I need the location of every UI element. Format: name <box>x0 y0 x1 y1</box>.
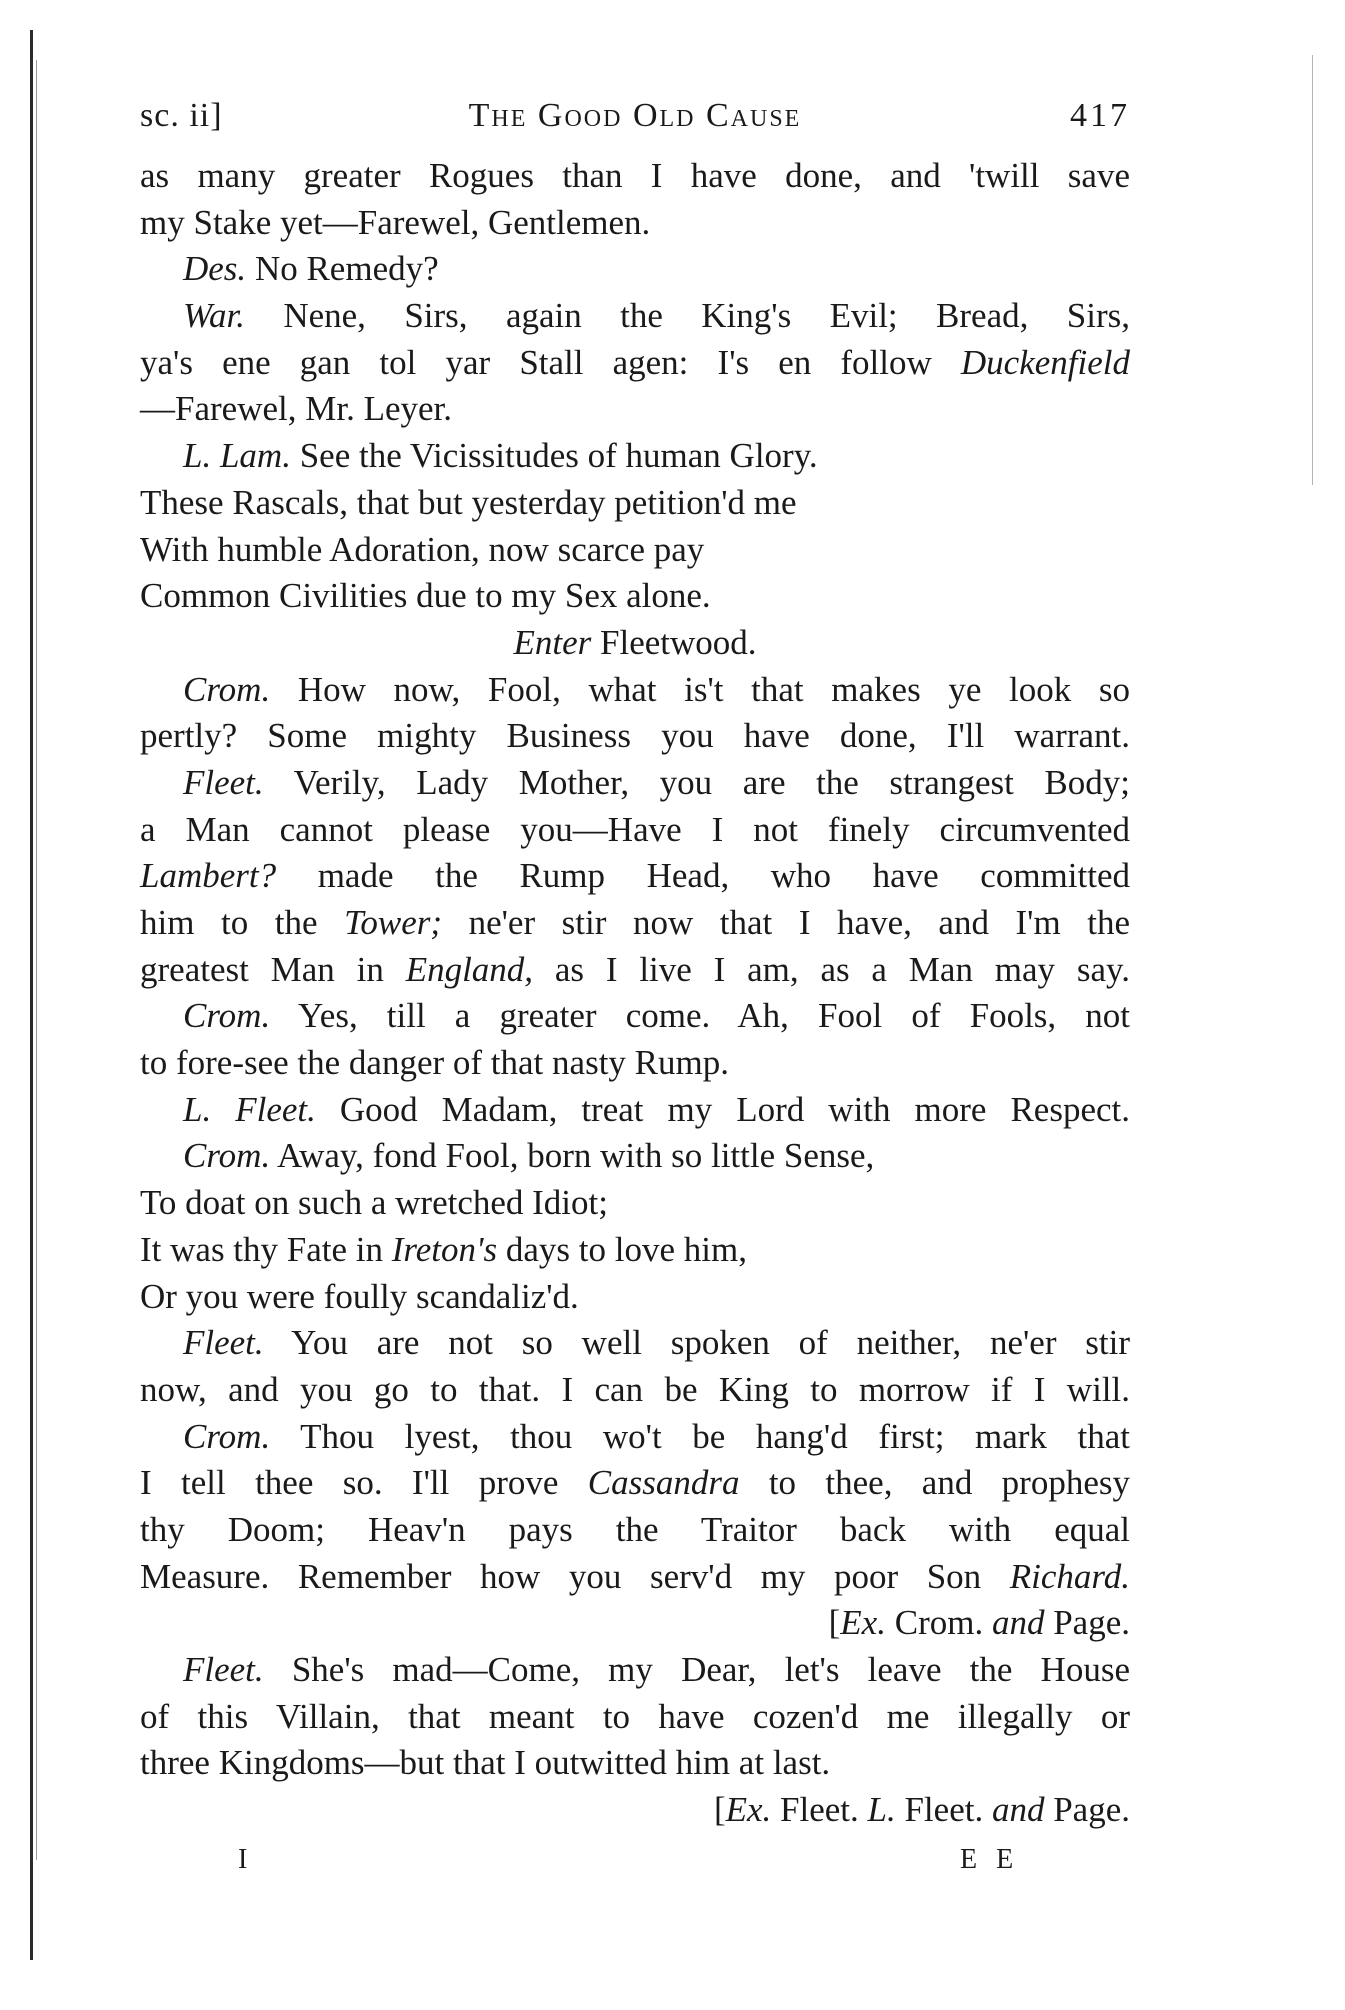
text-line <box>140 433 1130 480</box>
text-line <box>140 340 1130 387</box>
italic-text: Ex. <box>725 1790 772 1830</box>
line-text: Away, fond Fool, born with so little Sense, <box>270 1136 875 1176</box>
line-text: Yes, till a greater come. Ah, Fool of Fools, not <box>270 996 1130 1036</box>
line-text: Nene, Sirs, again the King's Evil; Bread, Sirs, <box>244 296 1130 336</box>
line-text: three Kingdoms—but that I outwitted him at last. <box>140 1743 831 1783</box>
line-text: pertly? Some mighty Business you have done, I'll warrant. <box>140 716 1130 756</box>
page-number: 417 <box>1070 97 1130 134</box>
text-line <box>140 293 1130 340</box>
line-text: Fleetwood. <box>591 622 757 662</box>
text-line <box>140 200 1130 247</box>
italic-text: Crom. <box>183 996 271 1036</box>
text-line <box>140 1787 1130 1834</box>
line-text: thy Doom; Heav'n pays the Traitor back with equal <box>140 1509 1130 1549</box>
line-text: Crom. <box>885 1603 992 1643</box>
line-text: to thee, and prophesy <box>739 1463 1130 1503</box>
line-text: made the Rump Head, who have committed <box>276 856 1130 896</box>
line-text: as I live I am, as a Man may say. <box>533 949 1130 989</box>
left-margin-rule <box>30 30 33 1960</box>
text-line <box>140 713 1130 760</box>
line-text: days to love him, <box>497 1229 747 1269</box>
text-line <box>140 1274 1130 1321</box>
line-text: Good Madam, treat my Lord with more Respect. <box>315 1089 1130 1129</box>
text-line <box>140 480 1130 527</box>
text-line <box>140 573 1130 620</box>
line-text: of this Villain, that meant to have cozen'd me illegally or <box>140 1696 1130 1736</box>
line-text: Page. <box>1044 1790 1130 1830</box>
line-text: Common Civilities due to my Sex alone. <box>140 576 711 616</box>
body-text <box>140 153 1130 1834</box>
italic-text: Richard. <box>1009 1556 1130 1596</box>
line-text: greatest Man in <box>140 949 406 989</box>
italic-text: Lambert? <box>140 856 277 896</box>
text-line <box>140 1414 1130 1461</box>
line-text: ya's ene gan tol yar Stall agen: I's en follow <box>140 342 961 382</box>
page-footer <box>140 1838 1130 1884</box>
line-text: To doat on such a wretched Idiot; <box>140 1183 608 1223</box>
text-line <box>140 853 1130 900</box>
line-text: How now, Fool, what is't that makes ye look so <box>270 669 1130 709</box>
text-line <box>140 667 1130 714</box>
line-text: a Man cannot please you—Have I not finely circumvented <box>140 809 1130 849</box>
line-text: him to the <box>140 903 345 942</box>
line-text: now, and you go to that. I can be King to morrow if I will. <box>140 1369 1130 1409</box>
italic-text: Fleet. <box>183 1323 264 1363</box>
line-text: Fleet. <box>771 1790 868 1830</box>
line-text: Measure. Remember how you serv'd my poor Son <box>140 1556 1010 1596</box>
text-line <box>140 1554 1130 1601</box>
line-text: Fleet. <box>895 1790 992 1830</box>
text-line <box>140 386 1130 433</box>
line-text: as many greater Rogues than I have done, and 'twill save <box>140 156 1130 195</box>
italic-text: and <box>991 1603 1045 1643</box>
text-line <box>140 993 1130 1040</box>
line-text: See the Vicissitudes of human Glory. <box>290 436 818 476</box>
text-line <box>140 153 1130 200</box>
italic-text: and <box>991 1790 1045 1830</box>
running-title: The Good Old Cause <box>468 97 802 134</box>
right-margin-rule <box>1312 55 1313 485</box>
text-line <box>140 620 1130 667</box>
text-line <box>140 246 1130 293</box>
line-text: to fore-see the danger of that nasty Rump. <box>140 1043 729 1083</box>
italic-text: L. <box>867 1790 896 1830</box>
line-text: [ <box>713 1790 726 1830</box>
line-text: These Rascals, that but yesterday petition'd me <box>140 482 797 522</box>
text-line <box>140 527 1130 574</box>
book-page <box>140 95 1130 1884</box>
text-line <box>140 1600 1130 1647</box>
italic-text: Crom. <box>183 669 271 709</box>
italic-text: Ireton's <box>391 1229 498 1269</box>
text-line <box>140 1460 1130 1507</box>
line-text: I tell thee so. I'll prove <box>140 1463 588 1503</box>
line-text: —Farewel, Mr. Leyer. <box>140 389 452 429</box>
text-line <box>140 1320 1130 1367</box>
line-text: She's mad—Come, my Dear, let's leave the House <box>263 1650 1130 1689</box>
italic-text: L. Fleet. <box>183 1089 316 1129</box>
text-line <box>140 900 1130 947</box>
italic-text: England, <box>405 949 534 989</box>
left-margin-rule-inner <box>36 60 37 1860</box>
text-line <box>140 1740 1130 1787</box>
text-line <box>140 1367 1130 1414</box>
line-text: my Stake yet—Farewel, Gentlemen. <box>140 202 651 242</box>
text-line <box>140 947 1130 994</box>
gathering-mark: E E <box>960 1843 1020 1875</box>
italic-text: Fleet. <box>183 762 264 802</box>
text-line <box>140 1180 1130 1227</box>
line-text: With humble Adoration, now scarce pay <box>140 529 705 569</box>
scene-marker: sc. ii] <box>140 97 223 134</box>
italic-text: War. <box>183 296 245 336</box>
text-line <box>140 1647 1130 1694</box>
line-text: No Remedy? <box>246 249 439 289</box>
signature-mark: I <box>238 1843 248 1875</box>
line-text: You are not so well spoken of neither, ne'er stir <box>263 1323 1130 1363</box>
text-line <box>140 1227 1130 1274</box>
italic-text: Des. <box>183 249 247 289</box>
italic-text: Fleet. <box>183 1650 264 1689</box>
italic-text: Crom. <box>183 1136 271 1176</box>
text-line <box>140 807 1130 854</box>
running-header <box>140 95 1130 153</box>
text-line <box>140 1507 1130 1554</box>
line-text: It was thy Fate in <box>140 1229 392 1269</box>
text-line <box>140 1133 1130 1180</box>
text-line <box>140 1087 1130 1134</box>
line-text: [ <box>828 1603 841 1643</box>
text-line <box>140 1040 1130 1087</box>
line-text: Thou lyest, thou wo't be hang'd first; mark that <box>270 1416 1130 1456</box>
italic-text: Crom. <box>183 1416 271 1456</box>
italic-text: Tower; <box>344 903 443 942</box>
line-text: ne'er stir now that I have, and I'm the <box>442 903 1131 942</box>
italic-text: Ex. <box>840 1603 886 1643</box>
italic-text: L. Lam. <box>183 436 291 476</box>
line-text: Verily, Lady Mother, you are the strangest Body; <box>263 762 1130 802</box>
line-text: Page. <box>1044 1603 1130 1643</box>
italic-text: Cassandra <box>587 1463 740 1503</box>
italic-text: Duckenfield <box>960 342 1130 382</box>
text-line <box>140 1694 1130 1741</box>
text-line <box>140 760 1130 807</box>
italic-text: Enter <box>513 622 592 662</box>
line-text: Or you were foully scandaliz'd. <box>140 1276 579 1316</box>
